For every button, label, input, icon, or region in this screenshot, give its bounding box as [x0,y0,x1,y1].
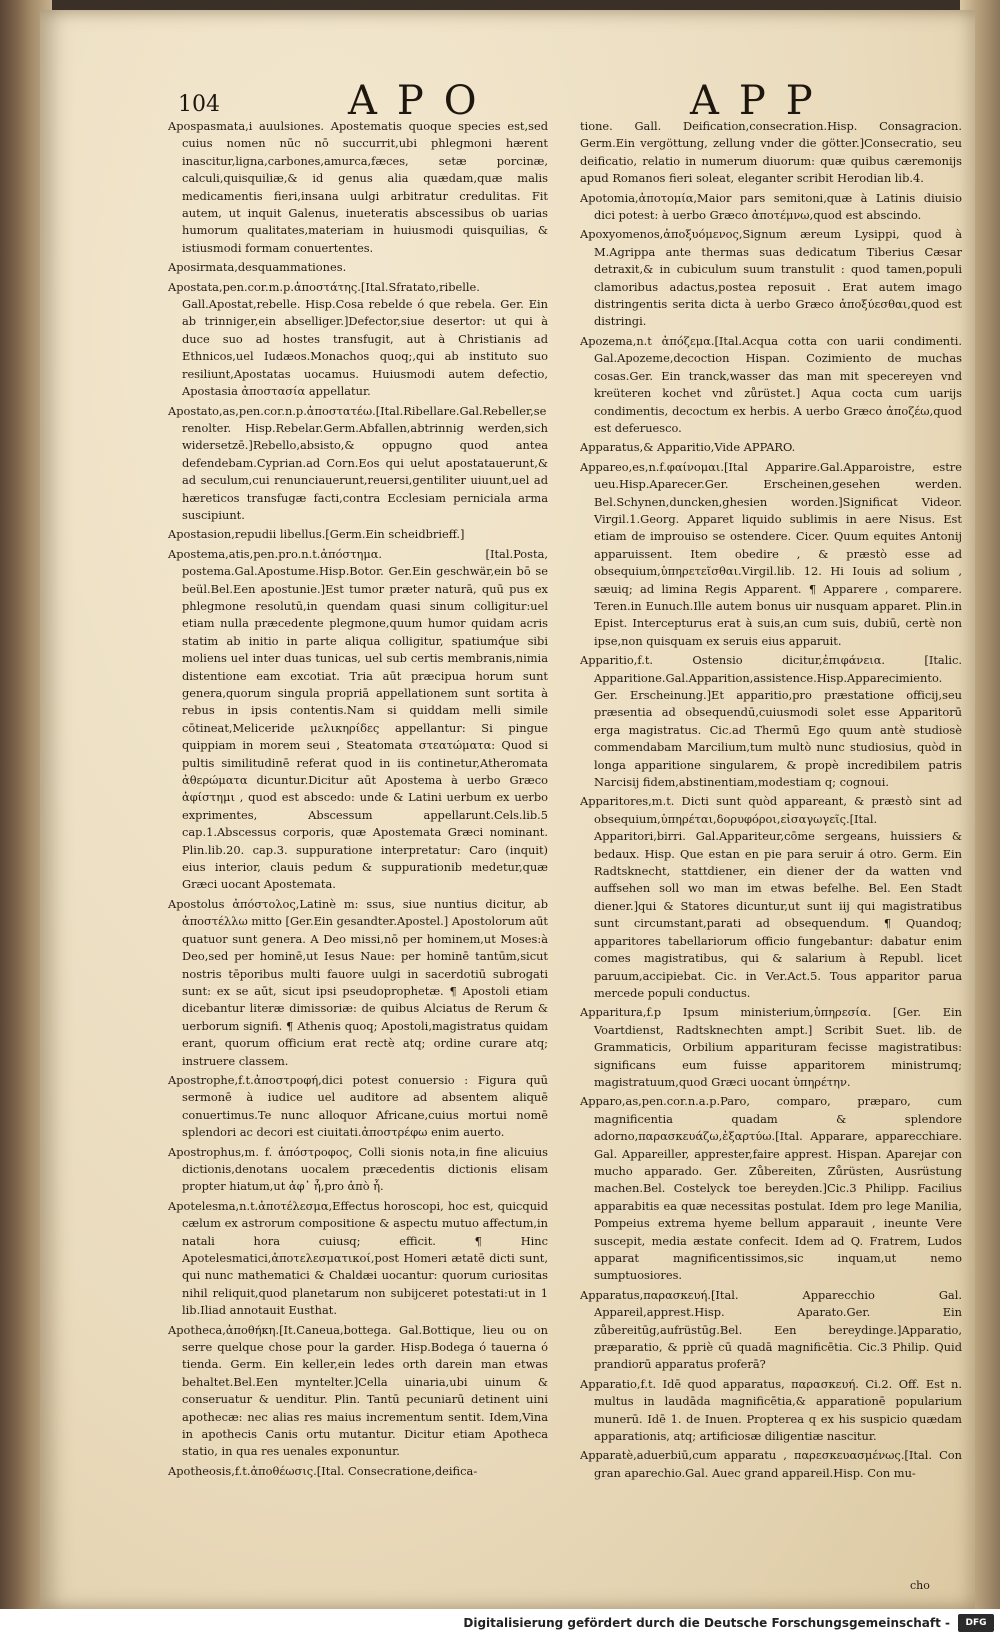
entry-apotheca: Apotheca,ἀποθήκη.[It.Caneua,bottega. Gal.Bottique, lieu ou on serre quelque chose pour la garder. Hisp.Bodega ó tauerna ó tienda. Germ. Ein keller,ein ledes orth darein man etwas behaltet.Bel.Een myntelter.]Cella uinaria,ubi uinum & conseruatur & uenditur. Plin. Tantū pecuniarū detinent uini apothecæ: nec alias res maius incrementum sentit. Idem,Vina in apothecis Canis ortu mutantur. Dicitur etiam Apotheca statio, in qua res uenales exponuntur. [168,1322,548,1459]
entry-apostrophus: Apostrophus,m. f. ἀπόστροφος, Colli sionis nota,in fine alicuius dictionis,denotans uocalem præcedentis dictionis elisam propter hiatum,ut ἀφ᾽ ἧ,pro ἀπὸ ἧ. [168,1144,548,1194]
entry-apotheosis-cont: tione. Gall. Deification,consecration.Hisp. Consagracion. Germ.Ein vergöttung, zellung vnder die götter.]Consecratio, seu deificatio, relatio in numerum diuorum: quæ quibus cæremonijs apud Romanos fieri soleat, eleganter scribit Herodian lib.4. [580,119,962,186]
footer-credit: Digitalisierung gefördert durch die Deutsche Forschungsgemeinschaft - [463,1616,950,1630]
running-head-left: APO [348,78,497,124]
entry-apparitores: Apparitores,m.t. Dicti sunt quòd appareant, & præstò sint ad obsequium,ὑπηρέται,δορυφόροι,εἰσαγωγεῖς.[Ital. Apparitori,birri. Gal.Appariteur,cōme sergeans, huissiers & bedaux. Hisp. Que estan en pie para seruir á otro. Germ. Ein Radtsknecht, stattdiener, ein diener der da watten vnd auffsehen soll wo man im etwas befelhe. Bel. Een Stadt diener.]qui & Statores dicuntur,ut sunt iij qui magistratibus sunt circumstant,parati ad obsequendum. ¶ Quandoq; apparitores tabellariorum officio fungebantur: dabatur enim comes magistratibus, qui & salarium à Republ. licet paruum,accipiebat. Cic. in Ver.Act.5. Tous apparitor parua mercede populi conductus. [580,794,962,1000]
entry-apparitio: Apparitio,f.t. Ostensio dicitur,ἐπιφάνεια. [Italic. Apparitione.Gal.Apparition,assistence.Hisp.Apparecimiento. Ger. Erscheinung.]Et apparitio,pro præstatione officij,seu præsentia ad obsequendū,cuiusmodi solet esse Apparitorū erga magistratus. Cic.ad Thermū Ego quum antè studiosè commendabam Marcilium,tum multò nunc studiosius, quòd in longa apparitione singularem, & propè incredibilem patris Narcisij fidem,abstinentiam,modestiam q; cognoui. [580,653,962,790]
entry-aposirmata: Aposirmata,desquammationes. [168,260,347,275]
digitization-footer [0,1609,1000,1639]
running-head-right: APP [690,78,833,124]
entry-apostolus: Apostolus ἀπόστολος,Latinè m: ssus, siue nuntius dicitur, ab ἀποστέλλω mitto [Ger.Ein gesandter.Apostel.] Apostolorum aūt quatuor sunt genera. A Deo missi,nō per hominem,ut Moses:à Deo,sed per hominē,ut Iesus Naue: per hominē tantūm,sicut nostris tēporibus multi fauore uulgi in sacerdotiū subrogati sunt: ex se aūt, sicut ipsi pseudoprophetæ. ¶ Apostoli etiam dicebantur literæ dimissoriæ: de quibus Alciatus de Rerum & uerborum signifi. ¶ Athenis quoq; Apostoli,magistratus quidam erant, quorum officium erat rectè atq; ordine curare atq; instruere classem. [168,896,548,1068]
left-column [168,118,548,1628]
entry-apotelesma: Apotelesma,n.t.ἀποτέλεσμα,Effectus horoscopi, hoc est, quicquid cælum ex astrorum compositione & aspectu mutuo affectum,in natali hora cuiusq; efficit. ¶ Hinc Apotelesmatici,ἀποτελεσματικοί,post Homeri ætatē dicti sunt, qui nunc mathematici & Chaldæi uocantur: quorum curiositas nihil reliquit,quod planetarum non subijceret potestati:ut in 1 lib.Iliad annotauit Eusthat. [168,1198,548,1318]
entry-apotheosis: Apotheosis,f.t.ἀποθέωσις.[Ital. Consecratione,deifica- [168,1463,478,1478]
dfg-logo-icon: DFG [958,1614,994,1632]
entry-appareo: Appareo,es,n.f.φαίνομαι.[Ital Apparire.Gal.Apparoistre, estre ueu.Hisp.Aparecer.Ger. Erscheinen,gesehen werden. Bel.Schynen,duncken,ghesien worden.]Significat Videor. Virgil.1.Georg. Apparet liquido sublimis in aere Nisus. Est etiam de improuiso se ostendere. Cicer. Quum equites Antonij apparuissent. Item obedire , & præstò esse ad obsequium,ὑπηρετεῖσθαι.Virgil.lib. 12. Hi Iouis ad solium , sæuiq; ad limina Regis Apparent. ¶ Apparere , comparere. Teren.in Eunuch.Ille autem bonus uir nusquam apparet. Plin.in Epist. Intercepturus erat à suis,an cum suis, dubiū, certè non ipse,non quisquam ex seruis eius apparuit. [580,459,962,648]
entry-apostata: Apostata,pen.cor.m.p.ἀποστάτης.[Ital.Sfratato,ribelle. Gall.Apostat,rebelle. Hisp.Cosa rebelde ó que rebela. Ger. Ein ab trinniger,ein abselliger.]Defector,siue desertor: ut qui à duce suo ad hostes transfugit, aut à Christianis ad Ethnicos,uel Iudæos.Monachos quoq;,qui ab instituto suo resiliunt,Apostatas uocamus. Huiusmodi autem defectio, Apostasia ἀποστασία appellatur. [168,279,548,399]
right-column [580,118,962,1628]
entry-apparate: Apparatè,aduerbiū,cum apparatu , παρεσκευασμένως.[Ital. Con gran aparechio.Gal. Auec grand appareil.Hisp. Con mu- [580,1448,962,1480]
entry-apostasion: Apostasion,repudii libellus.[Germ.Ein scheidbrieff.] [168,527,465,542]
entry-apparatus: Apparatus,παρασκευή.[Ital. Apparecchio Gal. Appareil,apprest.Hisp. Aparato.Ger. Ein zůbereitūg,aufrüstūg.Bel. Een bereydinge.]Apparatio, præparatio, & ppriè cū quadā magnificētia. Cic.3 Philip. Quid prandiorū apparatus proferā? [580,1287,962,1372]
entry-apostato: Apostato,as,pen.cor.n.p.ἀποστατέω.[Ital.Ribellare.Gal.Rebeller,se renolter. Hisp.Rebelar.Germ.Abfallen,abtrinnig werden,sich widersetzē.]Rebello,absisto,& oppugno quod antea defendebam.Cyprian.ad Corn.Eos qui uelut apostatauerunt,& ad seculum,cui renunciauerunt,reuersi,gentiliter uiuunt,uel ad hæreticos transfugæ facti,contra Ecclesiam perniciala arma suscipiunt. [168,403,548,522]
entry-apospasmata: Apospasmata,i auulsiones. Apostematis quoque species est,sed cuius nomen nūc nō succurrit,ubi phlegmoni hærent inascitur,ligna,carbones,amurca,fæces, setæ porcinæ, calculi,quisquiliæ,& id genus alia quædam,quæ malis medicamentis fieri,insana uulgi arbitratur credulitas. Fit autem, ut inquit Galenus, inueteratis abscessibus ob uarias humorum qualitates,materiam in huiusmodi quisquilias, & istiusmodi formam conuertentes. [168,119,548,255]
entry-apostema: Apostema,atis,pen.pro.n.t.ἀπόστημα. [Ital.Posta, postema.Gal.Apostume.Hisp.Botor. Ger.Ein geschwär,ein bō se beül.Bel.Een apostunie.]Est tumor præter naturā, quū pus ex phlegmone resolutū,in quendam quasi sinum colligitur:uel etiam nulla præcedente plegmone,quum humor quidam acris statim ab initio in parte aliqua colligitur, spatiumq́ue sibi moliens uel inter duas tunicas, uel sub certis membranis,nimia distentione eam excotiat. Tria aūt præcipua horum sunt genera,quorum singula propriā appellationem sunt sortita à rebus in ipsis contentis.Nam si quiddam melli simile cōtineat,Meliceride μελικηρίδες appellantur: Si pingue quippiam in morem seui , Steatomata στεατώματα: Quod si pultis similitudinē referat quod in iis continetur,Atheromata ἀθερώματα dicuntur.Dicitur aūt Apostema à uerbo Græco ἀφίστημι , quod est abscedo: unde & Latini uerbum ex uerbo exprimentes, Abscessum appellarunt.Cels.lib.5 cap.1.Abscessus corporis, quæ Apostemata Græci nominant. Plin.lib.20. cap.3. suppuratione interpretatur: Caro (inquit) eius interior, clauis pedum & suppurationib medetur,quæ Græci uocant Apostemata. [168,546,548,892]
entry-apoxyomenos: Apoxyomenos,ἀποξυόμενος,Signum æreum Lysippi, quod à M.Agrippa ante thermas suas dedicatum Tiberius Cæsar detraxit,& in cubiculum suum transtulit : quod tamen,populi clamoribus adactus,postea reposuit . Erat autem imago distringentis serita dicta à uerbo Græco ἀποξύεσθαι,quod est distringi. [580,227,962,329]
entry-apparatus-ref: Apparatus,& Apparitio,Vide APPARO. [580,440,796,455]
page-number: 104 [178,92,220,117]
entry-apparo: Apparo,as,pen.cor.n.a.p.Paro, comparo, præparo, cum magnificentia quadam & splendore adorno,παρασκευάζω,ἐξαρτύω.[Ital. Apparare, apparecchiare. Gal. Appareiller, apprester,faire apprest. Hispan. Aparejar con mucho apparado. Ger. Zůbereiten, Zůrüsten, Ausrüstung machen.Bel. Costelyck toe bereyden.]Cic.3 Philipp. Facilius apparabitis ea quæ necessitas postulat. Idem pro lege Manilia, Pompeius extrema hyeme bellum apparauit , ineunte Vere suscepit, media æstate confecit. Idem ad Q. Fratrem, Ludos apparat magnificentissimos,sic inquam,ut nemo sumptuosiores. [580,1094,962,1283]
entry-apozema: Apozema,n.t ἀπόζεμα.[Ital.Acqua cotta con uarii condimenti. Gal.Apozeme,decoction Hispan. Cozimiento de muchas cosas.Ger. Ein tranck,wasser das man mit specereyen vnd kreüteren kochet vnd zůrüstet.] Aqua cocta cum uarijs condimentis, decoctum ex herbis. A uerbo Græco ἀποζέω,quod est deferuesco. [580,333,962,435]
entry-apparatio: Apparatio,f.t. Idē quod apparatus, παρασκευή. Ci.2. Off. Est n. multus in laudāda magnificētia,& apparationē popularium munerū. Idē 1. de Inuen. Propterea q ex his suspicio quædam apparationis, atq; artificiosæ diligentiæ nascitur. [580,1376,962,1444]
entry-apotomia: Apotomia,ἀποτομία,Maior pars semitoni,quæ à Latinis diuisio dici potest: à uerbo Græco ἀποτέμνω,quod est abscindo. [580,190,962,223]
catchword: cho [910,1579,930,1592]
entry-apparitura: Apparitura,f.p Ipsum ministerium,ὑπηρεσία. [Ger. Ein Voartdienst, Radtsknechten ampt.] Scribit Suet. lib. de Grammaticis, Orbilium apparituram fecisse magistratibus: significans eum fuisse apparitorem ministrumq; magistratuum,quod Græci uocant ὑπηρέτην. [580,1005,962,1089]
entry-apostrophe: Apostrophe,f.t.ἀποστροφή,dici potest conuersio : Figura quū sermonē à iudice uel auditore ad absentem aliquē conuertimus.Te nunc alloquor Africane,cuius mortui nomē splendori ac decori est ciuitati.ἀποστρέφω enim auerto. [168,1072,548,1140]
